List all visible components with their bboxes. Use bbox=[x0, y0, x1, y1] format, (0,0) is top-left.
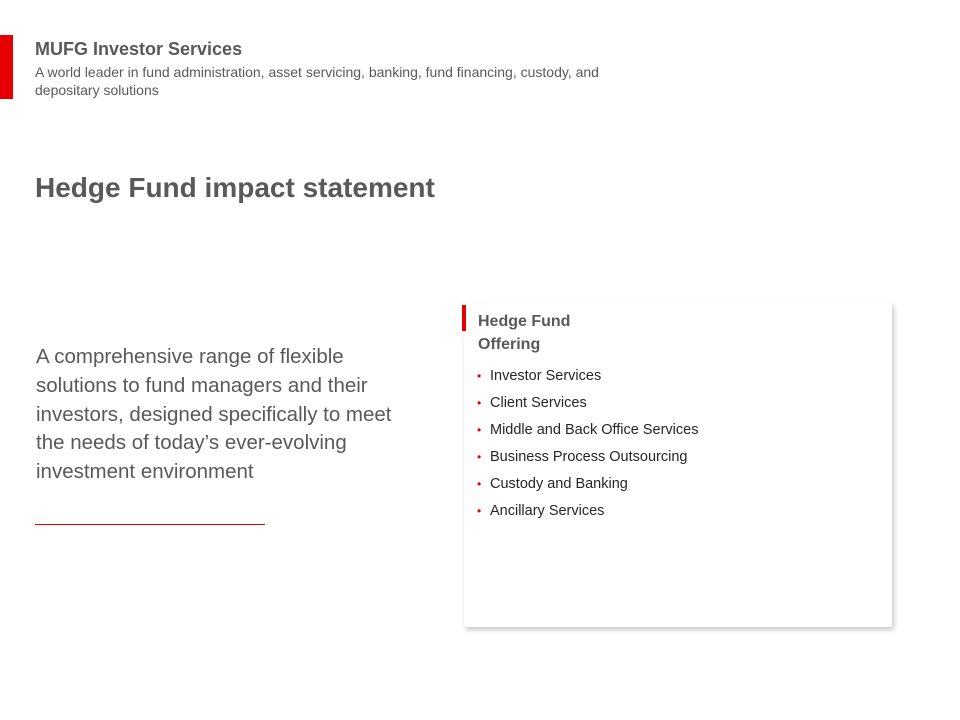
offering-item-label: Ancillary Services bbox=[490, 503, 605, 519]
offering-item-label: Business Process Outsourcing bbox=[490, 449, 688, 465]
card-title-line-2: Offering bbox=[478, 336, 541, 353]
offering-item-label: Custody and Banking bbox=[490, 476, 628, 492]
impact-statement-text: A comprehensive range of flexible solutions to fund managers and their investors, designed specifically to meet the needs of today’s ever-evolving investment environment bbox=[36, 345, 392, 484]
card-accent-bar bbox=[462, 305, 466, 331]
bullet-icon: • bbox=[477, 450, 482, 464]
offering-item-label: Client Services bbox=[490, 395, 587, 411]
offering-item-ancillary-services bbox=[476, 502, 698, 529]
offering-item-label: Middle and Back Office Services bbox=[490, 422, 699, 438]
card-title bbox=[478, 310, 678, 356]
bullet-icon: • bbox=[477, 477, 482, 491]
company-name: MUFG Investor Services bbox=[35, 39, 243, 59]
header-accent-bar bbox=[0, 35, 13, 99]
offering-item-middle-back-office bbox=[476, 421, 698, 448]
bullet-icon: • bbox=[477, 504, 482, 518]
offering-item-custody-banking bbox=[476, 475, 698, 502]
page-title: Hedge Fund impact statement bbox=[35, 172, 435, 203]
bullet-icon: • bbox=[477, 396, 482, 410]
offering-list bbox=[476, 367, 698, 529]
card-title-line-1: Hedge Fund bbox=[478, 313, 571, 330]
offering-item-business-process-outsourcing bbox=[476, 448, 698, 475]
offering-item-label: Investor Services bbox=[490, 368, 602, 384]
bullet-icon: • bbox=[477, 423, 482, 437]
company-tagline: A world leader in fund administration, asset servicing, banking, fund financing, custody, and depositary solutions bbox=[35, 64, 599, 98]
offering-item-client-services bbox=[476, 394, 698, 421]
bullet-icon: • bbox=[477, 369, 482, 383]
offering-item-investor-services bbox=[476, 367, 698, 394]
statement-divider bbox=[35, 524, 265, 525]
hedge-fund-offering-card bbox=[464, 303, 892, 627]
